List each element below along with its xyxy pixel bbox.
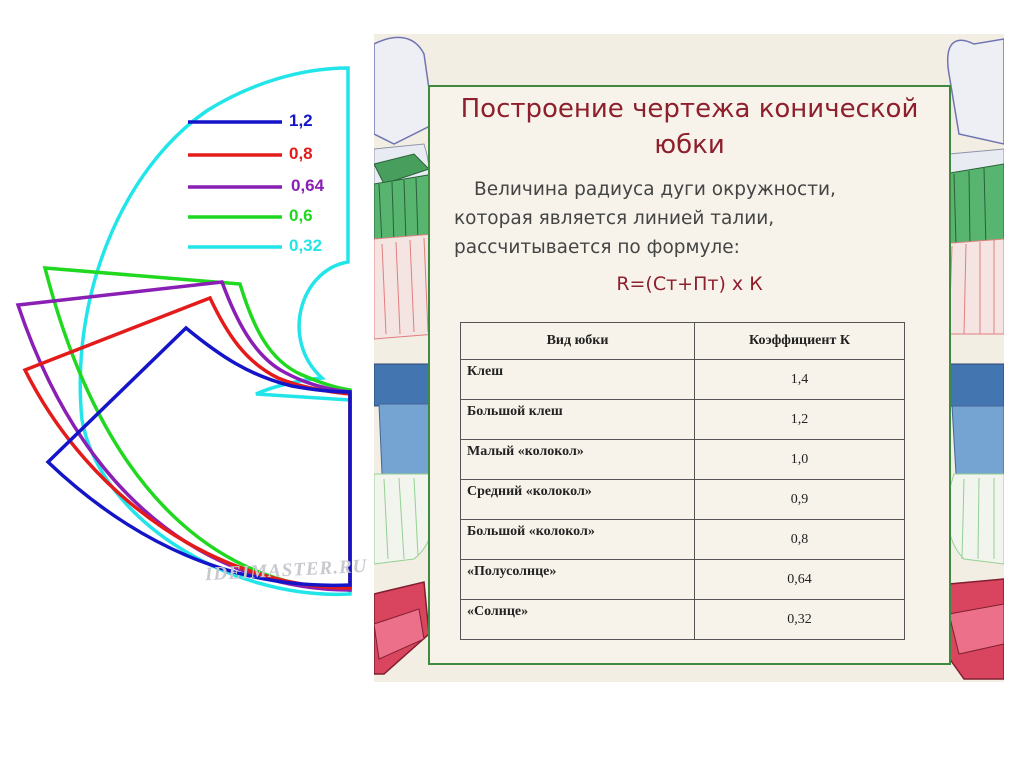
table-row [461,600,905,640]
table-row [461,400,905,440]
skirt-outline-06 [45,268,350,590]
legend-label-032: 0,32 [289,236,323,255]
legend-label-12: 1,2 [289,111,313,130]
formula: R=(Ст+Пт) х К [616,273,763,295]
table-cell-value: 0,64 [695,560,905,600]
table-cell-value: 0,32 [695,600,905,640]
skirt-pattern-diagram [0,0,370,767]
table-row [461,480,905,520]
slide-panel [374,34,1004,682]
legend-label-08: 0,8 [289,144,313,163]
table-row [461,360,905,400]
table-cell-name: Большой «колокол» [461,520,695,560]
table-header-skirt-type: Вид юбки [461,323,695,360]
table-row [461,520,905,560]
coefficient-table [460,322,905,640]
slide-title [430,91,949,163]
table-cell-name: Большой клеш [461,400,695,440]
table-cell-name: Малый «колокол» [461,440,695,480]
left-garments [374,37,436,674]
table-row [461,440,905,480]
watermark: IDEIMASTER.RU [204,555,368,586]
table-cell-name: Средний «колокол» [461,480,695,520]
table-cell-name: «Солнце» [461,600,695,640]
description-line3: рассчитывается по формуле: [454,237,740,258]
legend-label-064: 0,64 [291,176,325,195]
table-header-row [461,323,905,360]
legend [188,111,325,255]
table-cell-value: 1,0 [695,440,905,480]
description-line1: Величина радиуса дуги окружности, [474,179,836,200]
slide-title-line1: Построение чертежа конической [460,94,919,124]
table-cell-name: «Полусолнце» [461,560,695,600]
table-row [461,560,905,600]
description-line2: которая является линией талии, [454,208,775,229]
table-cell-value: 1,4 [695,360,905,400]
slide-title-line2: юбки [654,130,725,160]
table-cell-value: 1,2 [695,400,905,440]
table-cell-value: 0,8 [695,520,905,560]
legend-label-06: 0,6 [289,206,313,225]
table-cell-value: 0,9 [695,480,905,520]
table-cell-name: Клеш [461,360,695,400]
slide-description [454,175,935,262]
content-card [428,85,951,665]
table-header-coefficient: Коэффициент К [695,323,905,360]
